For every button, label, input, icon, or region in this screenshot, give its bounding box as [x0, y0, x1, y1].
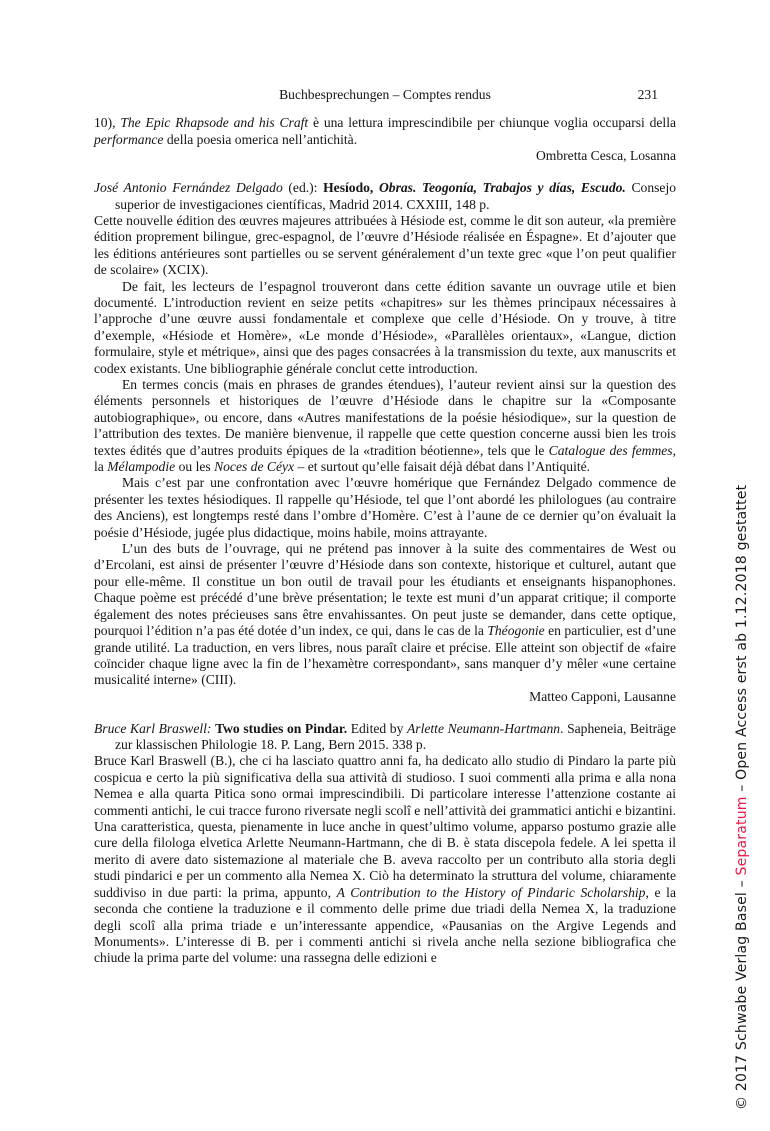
- copyright-sidebar-note: © 2017 Schwabe Verlag Basel – Separatum – Open Access erst ab 1.12.2018 gestattet: [734, 484, 750, 1110]
- review-paragraph: L’un des buts de l’ouvrage, qui ne prétend pas innover à la suite des commentaires de West ou d’Ercolani, est ainsi de présenter l’œuvre d’Hésiode dans son contexte, historique et culturel, autant que pour elle-même. Il constitue un bon outil de travail pour les étudiants et enseignants hispanophones. Chaque poème est précédé d’une brève présentation; le texte est muni d’un apparat critique; il comporte également des notes précieuses sans être envahissantes. On peut juste se demander, dans cette optique, pourquoi l’édition n’a pas été dotée d’un index, ce qui, dans le cas de la Théogonie en particulier, est d’une grande utilité. La traduction, en vers libres, nous paraît claire et précise. Elle atteint son objectif de «faire coïncider chaque ligne avec la fin de l’hexamètre correspondant», sans manquer d’y mêler «une certaine musicalité interne» (CIII).: [94, 541, 676, 688]
- review-paragraph: Bruce Karl Braswell (B.), che ci ha lasciato quattro anni fa, ha dedicato allo studio di Pindaro la parte più cospicua e certo la più significativa della sua attività di studioso. I suoi commenti alla prima e alla nona Nemea e alla quarta Pitica sono ormai imprescindibili. Di particolare interesse l’attenzione costante ai commenti antichi, le cui tracce furono riversate negli scolî e nell’attività dei grammatici antichi e bizantini. Una caratteristica, questa, pienamente in luce anche in quest’ultimo volume, apparso postumo grazie alle cure della filologa elvetica Arlette Neumann-Hartmann, che di B. è stata discepola fedele. A lei spetta il merito di avere dato sistemazione al materiale che B. aveva raccolto per un contributo alla storia degli studi pindarici e per un commento alla Nemea X. Ciò ha determinato la struttura del volume, chiaramente suddiviso in due parti: la prima, appunto, A Contribution to the History of Pindaric Scholarship, e la seconda che contiene la traduzione e il commento delle prime due triadi della Nemea X, la traduzione degli scolî alla prima triade e un’interessante appendice, «Pausanias on the Argive Legends and Monuments». L’interesse di B. per i commenti antichi si rivela anche nella sezione bibliografica che chiude la prima parte del volume: una rassegna delle edizioni e: [94, 753, 676, 966]
- page-number: 231: [637, 87, 658, 102]
- review-heading-braswell: Bruce Karl Braswell: Two studies on Pindar. Edited by Arlette Neumann-Hartmann. Sapheneia, Beiträge zur klassischen Philologie 18. P. Lang, Bern 2015. 338 p.: [94, 720, 676, 753]
- text-column: [94, 87, 676, 967]
- running-header-title: Buchbesprechungen – Comptes rendus: [279, 87, 491, 102]
- running-header: [94, 87, 676, 103]
- review-heading-hesiodo: José Antonio Fernández Delgado (ed.): Hesíodo, Obras. Teogonía, Trabajos y días, Escudo. Consejo superior de investigaciones científicas, Madrid 2014. CXXIII, 148 p.: [94, 180, 677, 212]
- reviewer-signature-capponi: Matteo Capponi, Lausanne: [529, 688, 676, 704]
- reviewer-signature-cesca: Ombretta Cesca, Losanna: [535, 148, 676, 164]
- review-paragraph: En termes concis (mais en phrases de grandes étendues), l’auteur revient ainsi sur la question des éléments personnels et historiques de l’œuvre d’Hésiode dans le chapitre sur la «Composante autobiographique», ou encore, dans «Autres manifestations de la poésie hésiodique», sur la question de l’attribution des textes. De manière bienvenue, il rappelle que cette question concerne aussi bien les trois textes édités que d’autres produits épiques de la «tradition béotienne», tels que le Catalogue des femmes, la Mélampodie ou les Noces de Céyx – et surtout qu’elle faisait déjà débat dans l’Antiquité.: [94, 377, 676, 475]
- review-paragraph: De fait, les lecteurs de l’espagnol trouveront dans cette édition savante un ouvrage utile et bien documenté. L’introduction revient en seize petits «chapitres» sur les thèmes principaux nécessaires à l’approche d’une œuvre aussi fondamentale et complexe que celle d’Hésiode. On y trouve, à titre d’exemple, «Hésiode et Homère», «Le monde d’Hésiode», «Parallèles orientaux», «Langue, diction formulaire, style et métrique», ainsi que des pages consacrées à la transmission du texte, aux manuscrits et codex existants. Une bibliographie générale conclut cette introduction.: [94, 278, 676, 376]
- review-continuation-paragraph: 10), The Epic Rhapsode and his Craft è una lettura imprescindibile per chiunque voglia occuparsi della performance della poesia omerica nell’antichità.: [94, 115, 676, 147]
- review-paragraph: Mais c’est par une confrontation avec l’œuvre homérique que Fernández Delgado commence de présenter les textes hésiodiques. Il rappelle qu’Hésiode, tel que l’ont abordé les philologues (au contraire des Anciens), est longtemps resté dans l’ombre d’Homère. C’est à l’aune de ce dernier qu’on évaluait la poésie d’Hésiode, jugée plus didactique, moins habile, moins attrayante.: [94, 475, 676, 540]
- review-paragraph: Cette nouvelle édition des œuvres majeures attribuées à Hésiode est, comme le dit son auteur, «la première édition proprement bilingue, grec-espagnol, de l’œuvre d’Hésiode réalisée en Éspagne». Et d’ajouter que les éditions antérieures sont partielles ou se servent généralement d’un texte grec «que l’on peut qualifier de scolaire» (XCIX).: [94, 212, 676, 278]
